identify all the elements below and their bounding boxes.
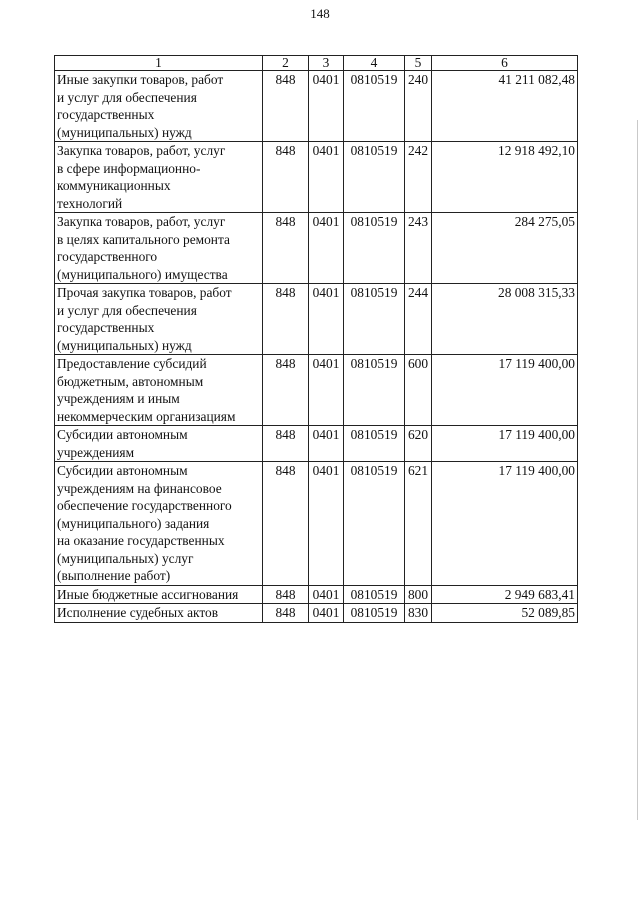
row-target-cell [344, 355, 405, 426]
header-cell: 1 [55, 56, 263, 71]
row-code-cell [263, 284, 309, 355]
row-name-cell-text: Субсидии автономным учреждениям [57, 427, 188, 460]
row-target-cell-text: 0810519 [350, 143, 398, 158]
row-type-cell-text: 244 [407, 285, 429, 300]
row-type-cell [405, 142, 432, 213]
row-section-cell-text: 0401 [312, 143, 340, 158]
row-code-cell-text: 848 [275, 605, 296, 620]
row-target-cell [344, 462, 405, 586]
row-name-cell-text: Прочая закупка товаров, работ и услуг для обеспечения государственных (муниципальных) нужд [57, 285, 232, 353]
row-target-cell-text: 0810519 [350, 356, 398, 371]
row-target-cell [344, 284, 405, 355]
row-code-cell [263, 604, 309, 623]
row-name-cell [55, 142, 263, 213]
row-amount-cell [432, 71, 578, 142]
row-code-cell [263, 71, 309, 142]
row-section-cell [309, 585, 344, 604]
row-name-cell-text: Предоставление субсидий бюджетным, автономным учреждениям и иным некоммерческим организациям [57, 356, 236, 424]
row-type-cell [405, 462, 432, 586]
row-name-cell-text: Закупка товаров, работ, услуг в сфере информационно- коммуникационных технологий [57, 143, 226, 211]
row-type-cell [405, 213, 432, 284]
row-amount-cell [432, 355, 578, 426]
row-section-cell-text: 0401 [312, 427, 340, 442]
row-name-cell [55, 284, 263, 355]
row-amount-cell-text: 17 119 400,00 [498, 427, 575, 442]
row-target-cell-text: 0810519 [350, 72, 398, 87]
row-target-cell [344, 426, 405, 462]
row-name-cell [55, 585, 263, 604]
budget-table [54, 55, 578, 623]
row-type-cell [405, 284, 432, 355]
row-target-cell [344, 142, 405, 213]
row-amount-cell-text: 17 119 400,00 [498, 356, 575, 371]
row-amount-cell [432, 213, 578, 284]
row-code-cell-text: 848 [275, 586, 296, 602]
row-section-cell-text: 0401 [312, 285, 340, 300]
row-target-cell [344, 213, 405, 284]
row-code-cell-text: 848 [275, 427, 296, 442]
row-name-cell-text: Закупка товаров, работ, услуг в целях капитального ремонта государственного (муниципального) имущества [57, 214, 230, 282]
row-type-cell-text: 600 [407, 356, 429, 371]
row-section-cell-text: 0401 [312, 356, 340, 371]
row-name-cell [55, 426, 263, 462]
row-amount-cell [432, 284, 578, 355]
row-section-cell [309, 71, 344, 142]
row-code-cell-text: 848 [275, 356, 296, 371]
header-cell: 3 [309, 56, 344, 71]
row-type-cell-text: 243 [407, 214, 429, 229]
row-section-cell [309, 355, 344, 426]
row-code-cell [263, 462, 309, 586]
row-name-cell [55, 462, 263, 586]
row-code-cell-text: 848 [275, 463, 296, 478]
row-type-cell [405, 355, 432, 426]
row-name-cell [55, 604, 263, 623]
table-row [55, 355, 578, 426]
row-amount-cell-text: 52 089,85 [521, 605, 575, 620]
row-target-cell-text: 0810519 [350, 586, 398, 602]
row-target-cell [344, 71, 405, 142]
row-code-cell [263, 142, 309, 213]
row-target-cell [344, 604, 405, 623]
row-amount-cell-text: 12 918 492,10 [498, 143, 575, 158]
row-code-cell [263, 355, 309, 426]
row-code-cell [263, 213, 309, 284]
row-amount-cell [432, 585, 578, 604]
row-type-cell [405, 604, 432, 623]
row-code-cell [263, 426, 309, 462]
row-section-cell [309, 462, 344, 586]
row-target-cell [344, 585, 405, 604]
row-target-cell-text: 0810519 [350, 463, 398, 478]
row-target-cell-text: 0810519 [350, 285, 398, 300]
row-code-cell-text: 848 [275, 72, 296, 87]
row-section-cell [309, 213, 344, 284]
row-amount-cell-text: 284 275,05 [514, 214, 575, 229]
row-amount-cell [432, 462, 578, 586]
row-type-cell [405, 426, 432, 462]
table-row [55, 585, 578, 604]
row-type-cell [405, 71, 432, 142]
row-amount-cell [432, 142, 578, 213]
table-row [55, 604, 578, 623]
scan-edge-line [637, 120, 638, 820]
row-type-cell [405, 585, 432, 604]
table-row [55, 284, 578, 355]
row-section-cell [309, 142, 344, 213]
row-code-cell-text: 848 [275, 214, 296, 229]
row-name-cell [55, 213, 263, 284]
row-type-cell-text: 242 [407, 143, 429, 158]
table-row [55, 142, 578, 213]
row-name-cell-text: Иные бюджетные ассигнования [57, 586, 239, 602]
row-amount-cell [432, 604, 578, 623]
row-amount-cell-text: 17 119 400,00 [498, 463, 575, 478]
row-name-cell-text: Исполнение судебных актов [57, 605, 219, 620]
row-amount-cell-text: 2 949 683,41 [504, 586, 575, 602]
table-row [55, 71, 578, 142]
row-type-cell-text: 621 [407, 463, 429, 478]
row-section-cell-text: 0401 [312, 605, 340, 620]
row-section-cell-text: 0401 [312, 463, 340, 478]
table-header-row [55, 56, 578, 71]
row-code-cell [263, 585, 309, 604]
row-amount-cell [432, 426, 578, 462]
row-name-cell [55, 355, 263, 426]
row-code-cell-text: 848 [275, 143, 296, 158]
page-number: 148 [310, 6, 330, 21]
row-section-cell [309, 284, 344, 355]
row-type-cell-text: 830 [407, 605, 429, 620]
row-target-cell-text: 0810519 [350, 605, 398, 620]
row-section-cell-text: 0401 [312, 214, 340, 229]
row-name-cell-text: Субсидии автономным учреждениям на финансовое обеспечение государственного (муниципального) задания на оказание государственных (муниципальных) услуг (выполнение работ) [57, 463, 232, 583]
row-type-cell-text: 620 [407, 427, 429, 442]
row-amount-cell-text: 28 008 315,33 [498, 285, 575, 300]
row-target-cell-text: 0810519 [350, 427, 398, 442]
header-cell: 4 [344, 56, 405, 71]
row-type-cell-text: 800 [407, 586, 429, 602]
row-section-cell-text: 0401 [312, 586, 340, 602]
header-cell: 5 [405, 56, 432, 71]
row-name-cell [55, 71, 263, 142]
table-row [55, 426, 578, 462]
table-row [55, 462, 578, 586]
row-section-cell-text: 0401 [312, 72, 340, 87]
row-section-cell [309, 604, 344, 623]
table-row [55, 213, 578, 284]
row-name-cell-text: Иные закупки товаров, работ и услуг для обеспечения государственных (муниципальных) нужд [57, 72, 224, 140]
row-section-cell [309, 426, 344, 462]
header-cell: 2 [263, 56, 309, 71]
row-code-cell-text: 848 [275, 285, 296, 300]
header-cell: 6 [432, 56, 578, 71]
row-target-cell-text: 0810519 [350, 214, 398, 229]
row-type-cell-text: 240 [407, 72, 429, 87]
row-amount-cell-text: 41 211 082,48 [498, 72, 575, 87]
